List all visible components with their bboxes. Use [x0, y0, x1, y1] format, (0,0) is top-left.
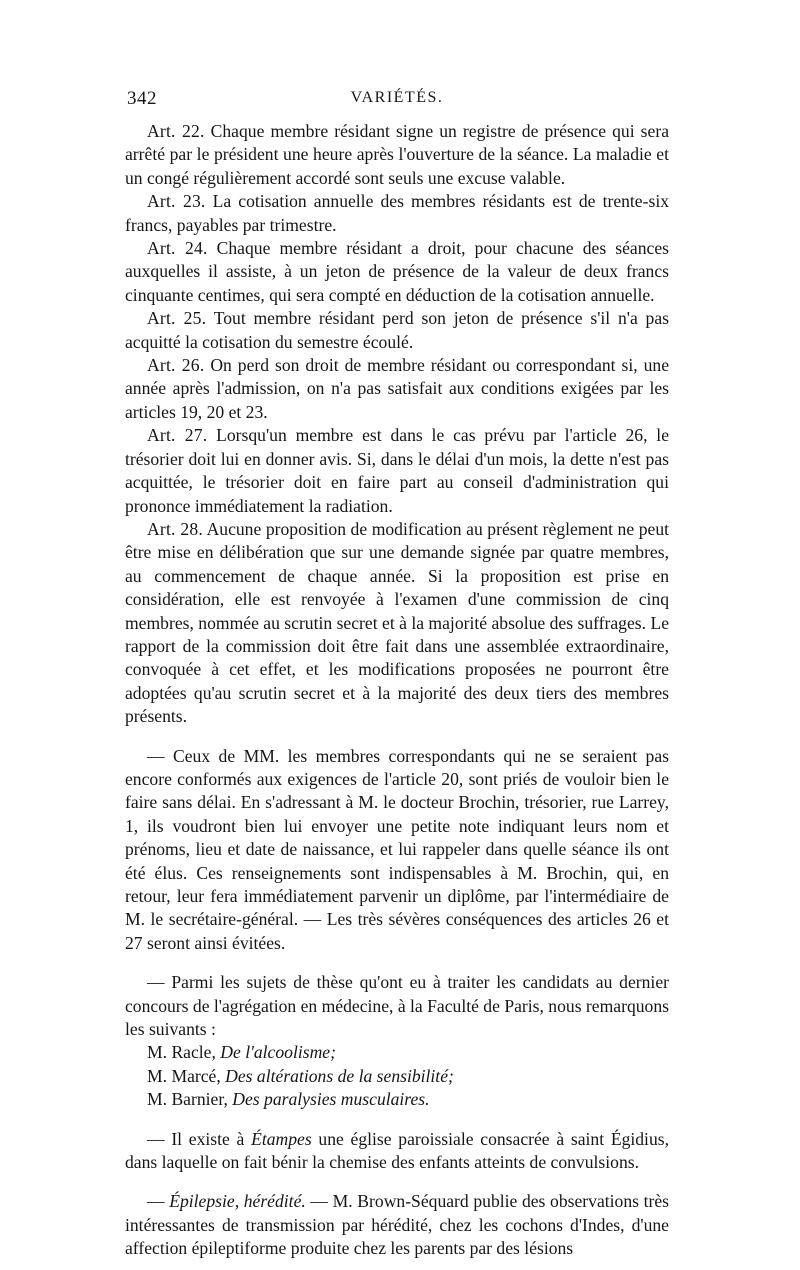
etampes-text: une église paroissiale consacrée à saint Égidius, dans laquelle on fait bénir la chemise des enfants atteints de convulsions.	[125, 1128, 669, 1173]
thesis-item	[125, 1041, 669, 1064]
epilepsie-prefix: —	[147, 1191, 170, 1212]
epilepsie-text: — M. Brown-Séquard publie des observations très intéressantes de transmission par hérédité, chez les cochons d'Indes, d'une affection épileptiforme produite chez les parents par des lésions	[125, 1191, 670, 1259]
candidate-name: M. Barnier,	[147, 1089, 233, 1110]
article-label: Art. 23.	[147, 191, 206, 212]
article-label: Art. 22.	[147, 121, 205, 141]
body-text	[125, 120, 669, 1261]
epilepsie-paragraph	[125, 1190, 669, 1260]
theses-intro: — Parmi les sujets de thèse qu'ont eu à traiter les candidats au dernier concours de l'agrégation en médecine, à la Faculté de Paris, nous remarquons les suivants :	[125, 972, 669, 1040]
article-label: Art. 24.	[147, 238, 208, 259]
article-24	[125, 237, 669, 307]
candidate-name: M. Marcé,	[147, 1065, 226, 1086]
article-text: Chaque membre résidant signe un registre de présence qui sera arrêté par le président une heure après l'ouverture de la séance. La maladie et un congé régulièrement accordé sont seuls une excuse valable.	[125, 121, 670, 188]
article-26	[125, 354, 669, 424]
article-text: On perd son droit de membre résidant ou correspondant si, une année après l'admission, on n'a pas satisfait aux conditions exigées par les articles 19, 20 et 23.	[125, 355, 670, 422]
thesis-item	[125, 1088, 669, 1111]
thesis-title: De l'alcoolisme;	[220, 1042, 336, 1063]
running-title: VARIÉTÉS.	[350, 89, 444, 106]
article-23	[125, 190, 669, 237]
etampes-paragraph	[125, 1128, 669, 1175]
article-label: Art. 28.	[147, 518, 203, 539]
article-text: La cotisation annuelle des membres résidants est de trente-six francs, payables par trimestre.	[125, 191, 670, 235]
article-text: Lorsqu'un membre est dans le cas prévu par l'article 26, le trésorier doit lui en donner avis. Si, dans le délai d'un mois, la dette n'est pas acquittée, le trésorier doit en faire part au conseil d'administration qui prononce immédiatement la radiation.	[125, 425, 670, 516]
etampes-place: Étampes	[251, 1128, 312, 1149]
article-label: Art. 27.	[147, 425, 208, 446]
article-label: Art. 26.	[147, 355, 205, 376]
article-28	[125, 518, 669, 729]
thesis-title: Des altérations de la sensibilité;	[225, 1065, 454, 1086]
thesis-title: Des paralysies musculaires.	[232, 1089, 430, 1110]
page-header	[125, 88, 669, 112]
article-text: Tout membre résidant perd son jeton de présence s'il n'a pas acquitté la cotisation du semestre écoulé.	[125, 308, 669, 352]
candidate-name: M. Racle,	[147, 1042, 221, 1063]
article-text: Chaque membre résidant a droit, pour chacune des séances auxquelles il assiste, à un jeton de présence de la valeur de deux francs cinquante centimes, qui sera compté en déduction de la cotisation annuelle.	[125, 238, 669, 305]
article-22	[125, 120, 669, 190]
article-25	[125, 307, 669, 354]
etampes-prefix: — Il existe à	[147, 1128, 252, 1149]
article-text: Aucune proposition de modification au présent règlement ne peut être mise en délibération que sur une demande signée par quatre membres, au commencement de chaque année. Si la proposition est prise en considération, elle est renvoyée à l'examen d'une commission de cinq membres, nommée au scrutin secret et à la majorité absolue des suffrages. Le rapport de la commission doit être fait dans une assemblée extraordinaire, convoquée à cet effet, et les modifications proposées ne pourront être adoptées qu'au scrutin secret et à la majorité des deux tiers des membres présents.	[125, 518, 670, 727]
notice-correspondants: — Ceux de MM. les membres correspondants qui ne se seraient pas encore conformés aux exigences de l'article 20, sont priés de vouloir bien le faire sans délai. En s'adressant à M. le docteur Brochin, trésorier, rue Larrey, 1, ils voudront bien lui envoyer une petite note indiquant leurs nom et prénoms, lieu et date de naissance, et lui rappeler dans quelle séance ils ont été élus. Ces renseignements sont indispensables à M. Brochin, qui, en retour, leur fera immédiatement parvenir un diplôme, par l'intermédiaire de M. le secrétaire-général. — Les très sévères conséquences des articles 26 et 27 seront ainsi évitées.	[125, 745, 669, 953]
thesis-item	[125, 1065, 669, 1088]
page-number: 342	[127, 88, 157, 109]
epilepsie-title: Épilepsie, hérédité.	[169, 1191, 306, 1212]
article-27	[125, 424, 669, 518]
article-label: Art. 25.	[147, 308, 207, 329]
